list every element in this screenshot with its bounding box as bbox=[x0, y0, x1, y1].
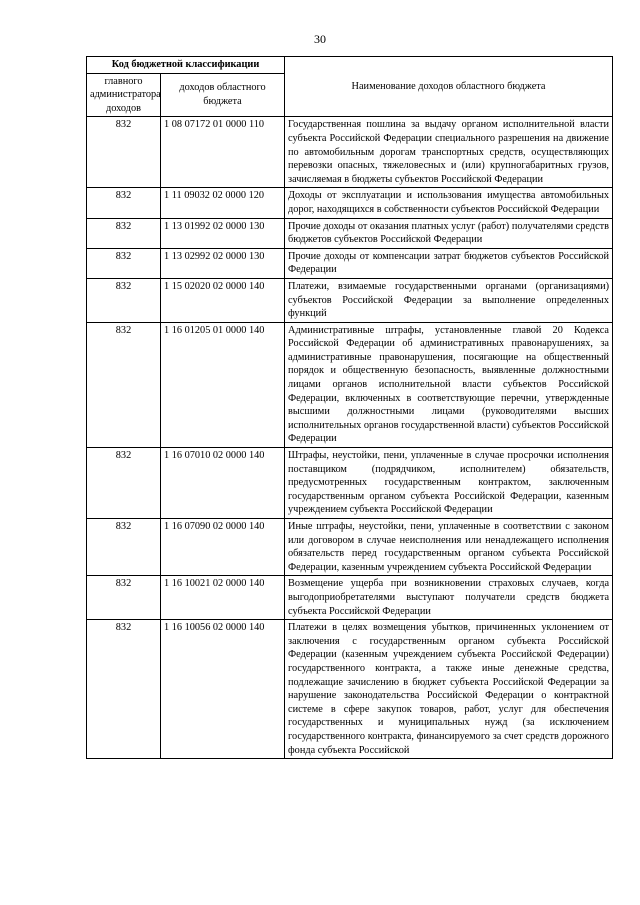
revenue-code-cell: 1 16 01205 01 0000 140 bbox=[161, 322, 285, 447]
table-row bbox=[87, 322, 613, 447]
table-row bbox=[87, 278, 613, 322]
revenue-code-cell: 1 13 02992 02 0000 130 bbox=[161, 248, 285, 278]
revenue-code-cell: 1 16 07090 02 0000 140 bbox=[161, 519, 285, 576]
table-row bbox=[87, 248, 613, 278]
admin-code-cell: 832 bbox=[87, 248, 161, 278]
revenue-name-cell: Прочие доходы от оказания платных услуг (работ) получателями средств бюджетов субъектов Российской Федерации bbox=[285, 218, 613, 248]
header-revenue-name: Наименование доходов областного бюджета bbox=[285, 57, 613, 117]
header-budget-classification-code: Код бюджетной классификации bbox=[87, 57, 285, 74]
page-number: 30 bbox=[314, 32, 326, 46]
table-row bbox=[87, 620, 613, 759]
admin-code-cell: 832 bbox=[87, 620, 161, 759]
revenue-code-cell: 1 11 09032 02 0000 120 bbox=[161, 188, 285, 218]
revenue-code-cell: 1 13 01992 02 0000 130 bbox=[161, 218, 285, 248]
admin-code-cell: 832 bbox=[87, 278, 161, 322]
table-body bbox=[87, 117, 613, 759]
revenue-name-cell: Платежи в целях возмещения убытков, причиненных уклонением от заключения с государственным органом субъекта Российской Федерации (казенным учреждением субъекта Российской Федерации) государственного контракта, а также иные денежные средства, подлежащие зачислению в бюджет субъекта Российской Федерации за нарушение законодательства Российской Федерации о контрактной системе в сфере закупок товаров, работ, услуг для обеспечения государственных и муниципальных нужд (за исключением государственного контракта, финансируемого за счет средств дорожного фонда субъекта Российской bbox=[285, 620, 613, 759]
revenue-code-cell: 1 16 10021 02 0000 140 bbox=[161, 576, 285, 620]
revenue-name-cell: Платежи, взимаемые государственными органами (организациями) субъектов Российской Федерации за выполнение определенных функций bbox=[285, 278, 613, 322]
table-row bbox=[87, 188, 613, 218]
revenue-name-cell: Административные штрафы, установленные главой 20 Кодекса Российской Федерации об административных правонарушениях, за административные правонарушения, посягающие на общественный порядок и общественную безопасность, выявленные должностными лицами органов исполнительной власти субъектов Российской Федерации, включенных в соответствующие перечни, утвержденные высшими должностными лицами (руководителями высших исполнительных органов государственной власти) субъектов Российской Федерации bbox=[285, 322, 613, 447]
header-row-group bbox=[87, 57, 613, 74]
table-row bbox=[87, 448, 613, 519]
table-row bbox=[87, 576, 613, 620]
revenue-code-cell: 1 16 07010 02 0000 140 bbox=[161, 448, 285, 519]
admin-code-cell: 832 bbox=[87, 448, 161, 519]
revenue-name-cell: Доходы от эксплуатации и использования имущества автомобильных дорог, находящихся в собственности субъектов Российской Федерации bbox=[285, 188, 613, 218]
revenue-name-cell: Штрафы, неустойки, пени, уплаченные в случае просрочки исполнения поставщиком (подрядчиком, исполнителем) обязательств, предусмотренных государственным контрактом, заключенным государственным органом субъекта Российской Федерации, казенным учреждением субъекта Российской Федерации bbox=[285, 448, 613, 519]
revenue-name-cell: Возмещение ущерба при возникновении страховых случаев, когда выгодоприобретателями выступают получатели средств бюджета субъекта Российской Федерации bbox=[285, 576, 613, 620]
admin-code-cell: 832 bbox=[87, 218, 161, 248]
revenue-name-cell: Иные штрафы, неустойки, пени, уплаченные в соответствии с законом или договором в случае неисполнения или ненадлежащего исполнения обязательств перед государственным органом субъекта Российской Федерации, казенным учреждением субъекта Российской Федерации bbox=[285, 519, 613, 576]
admin-code-cell: 832 bbox=[87, 188, 161, 218]
revenue-name-cell: Государственная пошлина за выдачу органом исполнительной власти субъекта Российской Федерации специального разрешения на движение по автомобильным дорогам транспортных средств, осуществляющих перевозки опасных, тяжеловесных и (или) крупногабаритных грузов, зачисляемая в бюджеты субъектов Российской Федерации bbox=[285, 117, 613, 188]
table-row bbox=[87, 519, 613, 576]
revenue-code-cell: 1 15 02020 02 0000 140 bbox=[161, 278, 285, 322]
revenue-name-cell: Прочие доходы от компенсации затрат бюджетов субъектов Российской Федерации bbox=[285, 248, 613, 278]
admin-code-cell: 832 bbox=[87, 117, 161, 188]
header-chief-administrator: главного администратора доходов bbox=[87, 73, 161, 117]
revenue-code-cell: 1 08 07172 01 0000 110 bbox=[161, 117, 285, 188]
revenue-code-cell: 1 16 10056 02 0000 140 bbox=[161, 620, 285, 759]
admin-code-cell: 832 bbox=[87, 576, 161, 620]
table-row bbox=[87, 218, 613, 248]
admin-code-cell: 832 bbox=[87, 519, 161, 576]
header-revenue-code: доходов областного бюджета bbox=[161, 73, 285, 117]
revenue-classification-table bbox=[86, 56, 613, 759]
table-row bbox=[87, 117, 613, 188]
admin-code-cell: 832 bbox=[87, 322, 161, 447]
